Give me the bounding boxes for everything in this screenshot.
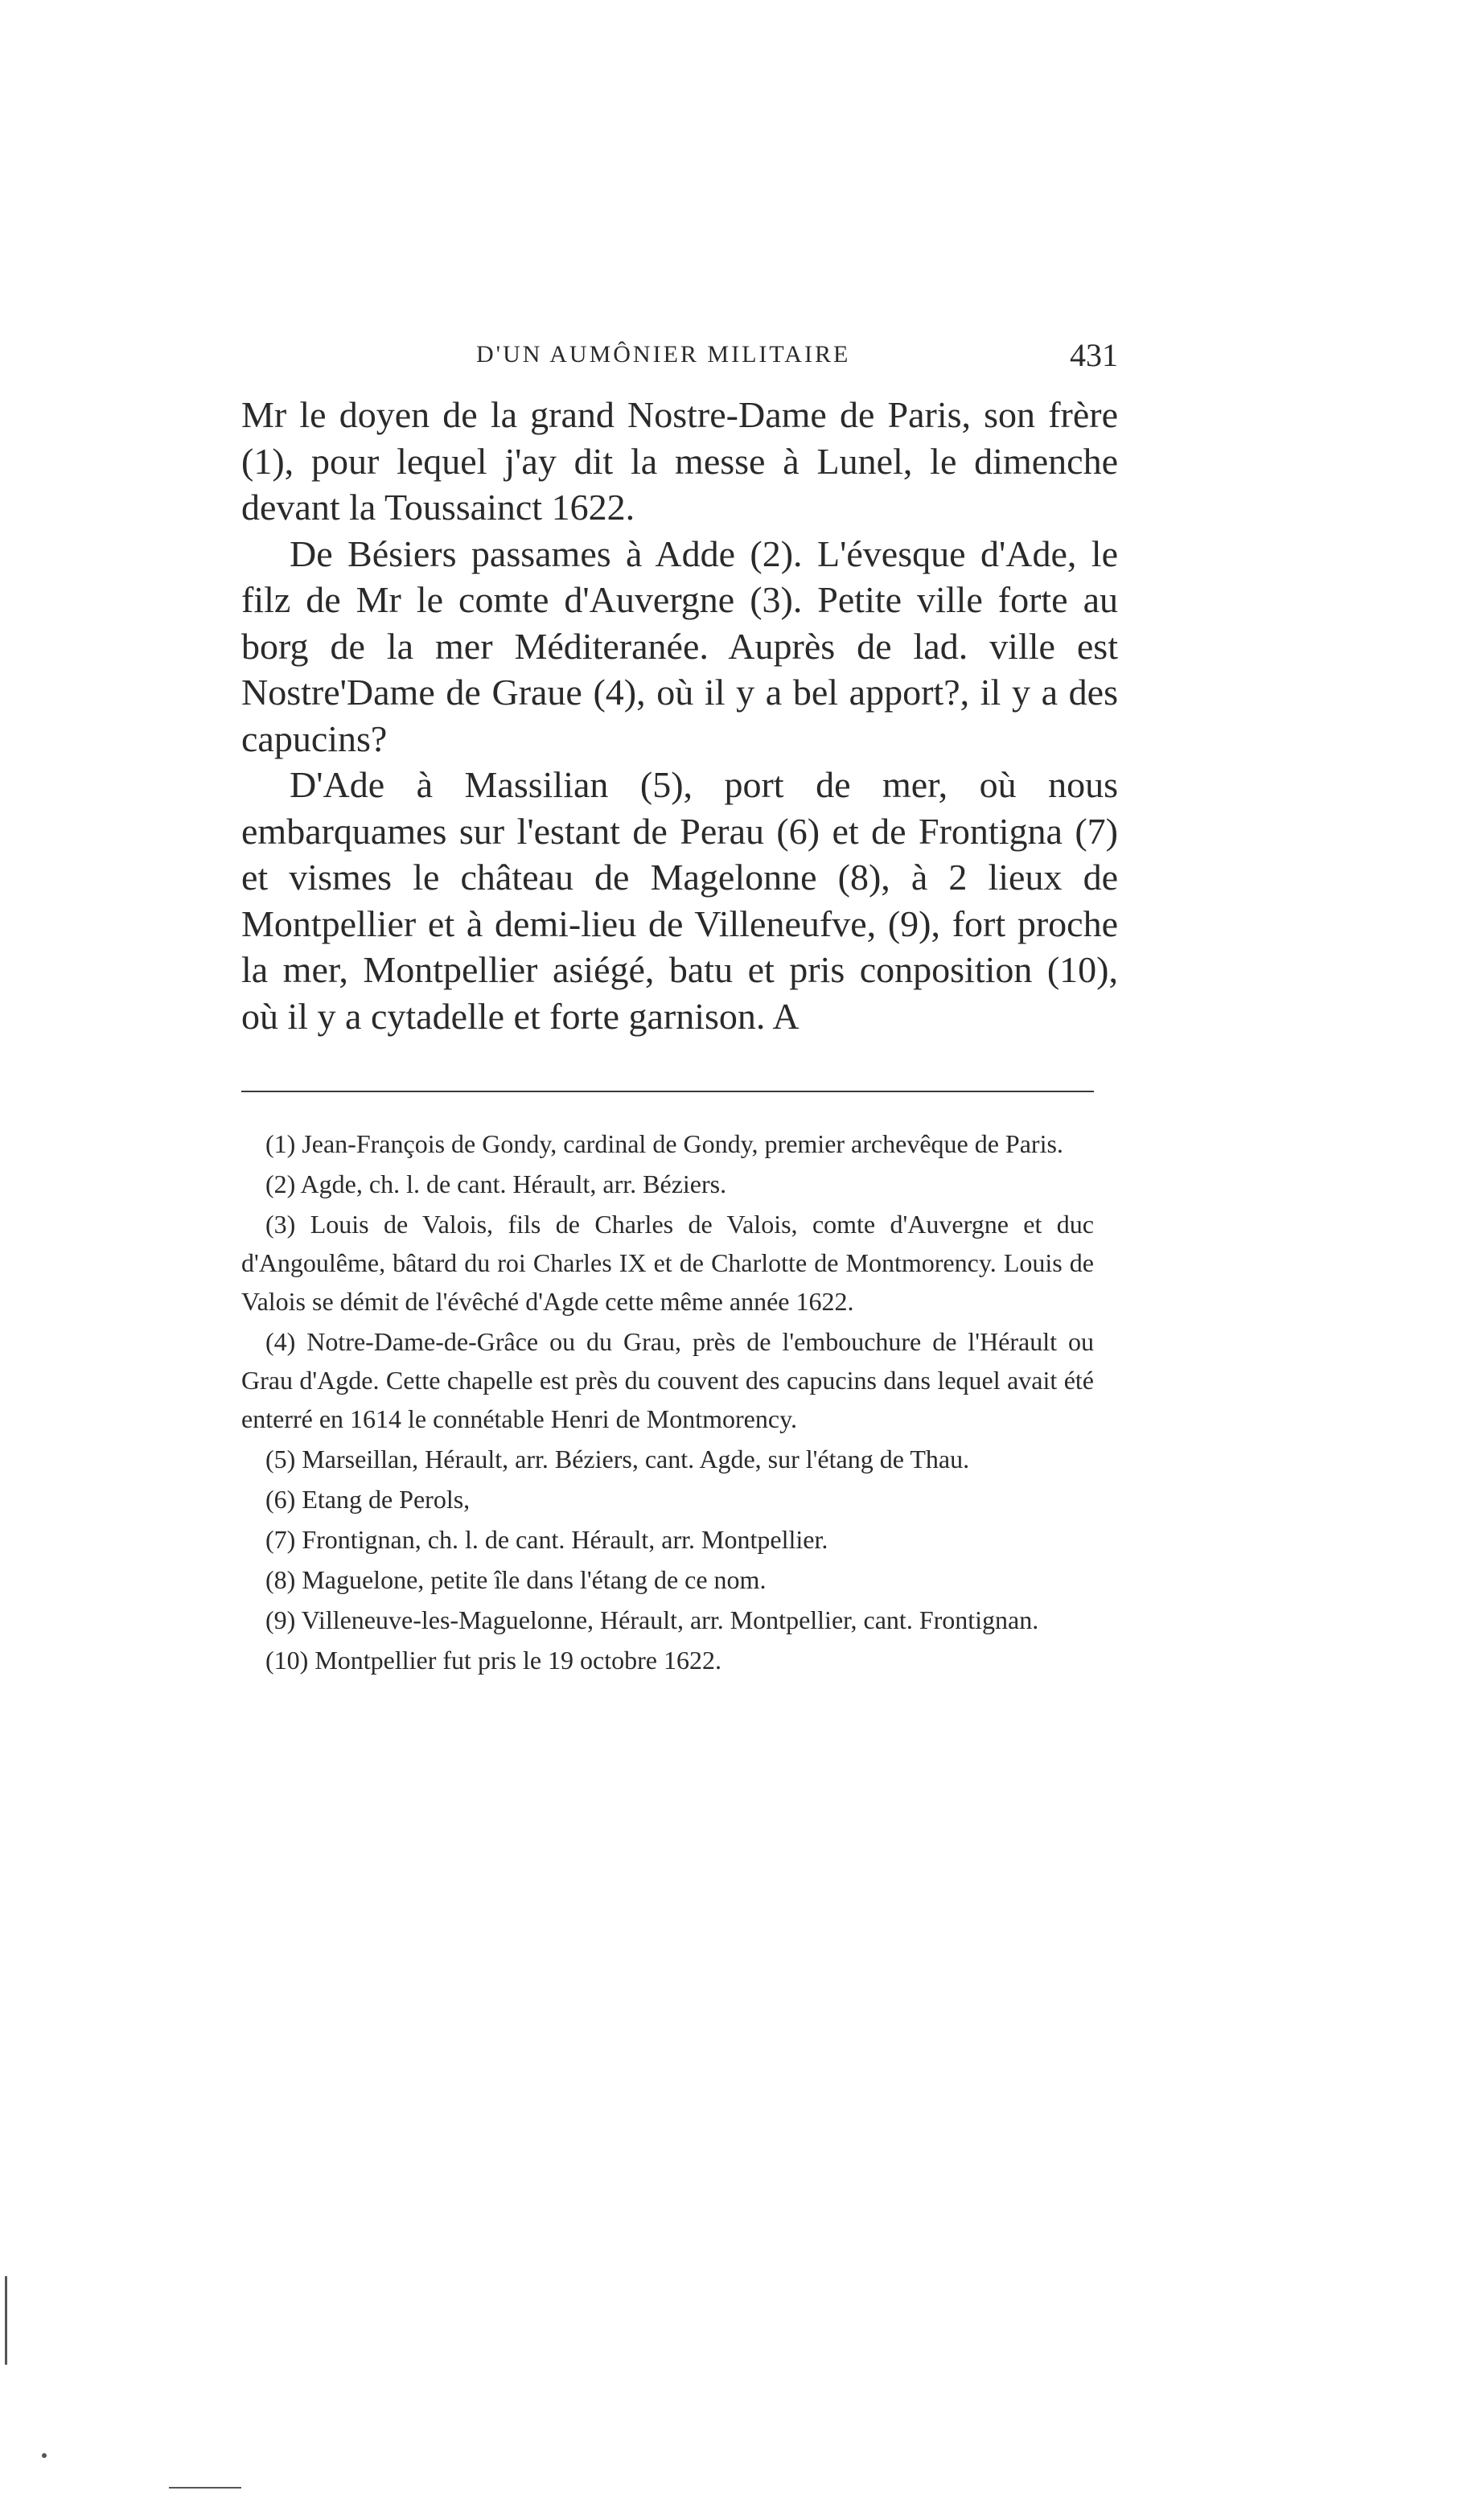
- footnotes: [241, 1124, 1094, 1679]
- footnote-3: (3) Louis de Valois, fils de Charles de Valois, comte d'Auvergne et duc d'Angoulême, bâtard du roi Charles IX et de Charlotte de Montmorency. Louis de Valois se démit de l'évêché d'Agde cette même année 1622.: [241, 1210, 1094, 1316]
- footnote-6: (6) Etang de Perols,: [265, 1485, 471, 1514]
- paragraph-1: Mr le doyen de la grand Nostre-Dame de Paris, son frère (1), pour lequel j'ay dit la messe à Lunel, le dimenche devant la Toussainct 1622.: [241, 394, 1118, 528]
- footnote-4: (4) Notre-Dame-de-Grâce ou du Grau, près de l'embouchure de l'Hérault ou Grau d'Agde. Cette chapelle est près du couvent des capucins dans lequel avait été enterré en 1614 le connétable Henri de Montmorency.: [241, 1327, 1094, 1433]
- footnote-9: (9) Villeneuve-les-Maguelonne, Hérault, arr. Montpellier, cant. Frontignan.: [265, 1605, 1039, 1634]
- scan-mark-left: [5, 2276, 7, 2365]
- footnote-8: (8) Maguelone, petite île dans l'étang de ce nom.: [265, 1565, 767, 1594]
- running-title: D'UN AUMÔNIER MILITAIRE: [476, 341, 851, 368]
- footnote-5: (5) Marseillan, Hérault, arr. Béziers, cant. Agde, sur l'étang de Thau.: [265, 1445, 970, 1473]
- main-text: [241, 392, 1118, 1039]
- footnote-2: (2) Agde, ch. l. de cant. Hérault, arr. Béziers.: [265, 1169, 727, 1198]
- page-number: 431: [1070, 337, 1118, 373]
- running-head: [241, 336, 1118, 384]
- footnote-10: (10) Montpellier fut pris le 19 octobre 1622.: [265, 1646, 721, 1675]
- footnote-7: (7) Frontignan, ch. l. de cant. Hérault, arr. Montpellier.: [265, 1525, 828, 1554]
- scan-mark-bottom: [169, 2487, 241, 2489]
- paragraph-3: D'Ade à Massilian (5), port de mer, où nous embarquames sur l'estant de Perau (6) et de Frontigna (7) et vismes le château de Magelonne (8), à 2 lieux de Montpellier et à demi-lieu de Villeneufve, (9), fort proche la mer, Montpellier asiégé, batu et pris conposition (10), où il y a cytadelle et forte garnison. A: [241, 764, 1118, 1037]
- footnote-1: (1) Jean-François de Gondy, cardinal de Gondy, premier archevêque de Paris.: [265, 1129, 1063, 1158]
- footnote-separator: [241, 1091, 1094, 1092]
- paragraph-2: De Bésiers passames à Adde (2). L'évesque d'Ade, le filz de Mr le comte d'Auvergne (3). Petite ville forte au borg de la mer Méditeranée. Auprès de lad. ville est Nostre'Dame de Graue (4), où il y a bel apport?, il y a des capucins?: [241, 532, 1118, 759]
- scan-dot: [42, 2453, 47, 2458]
